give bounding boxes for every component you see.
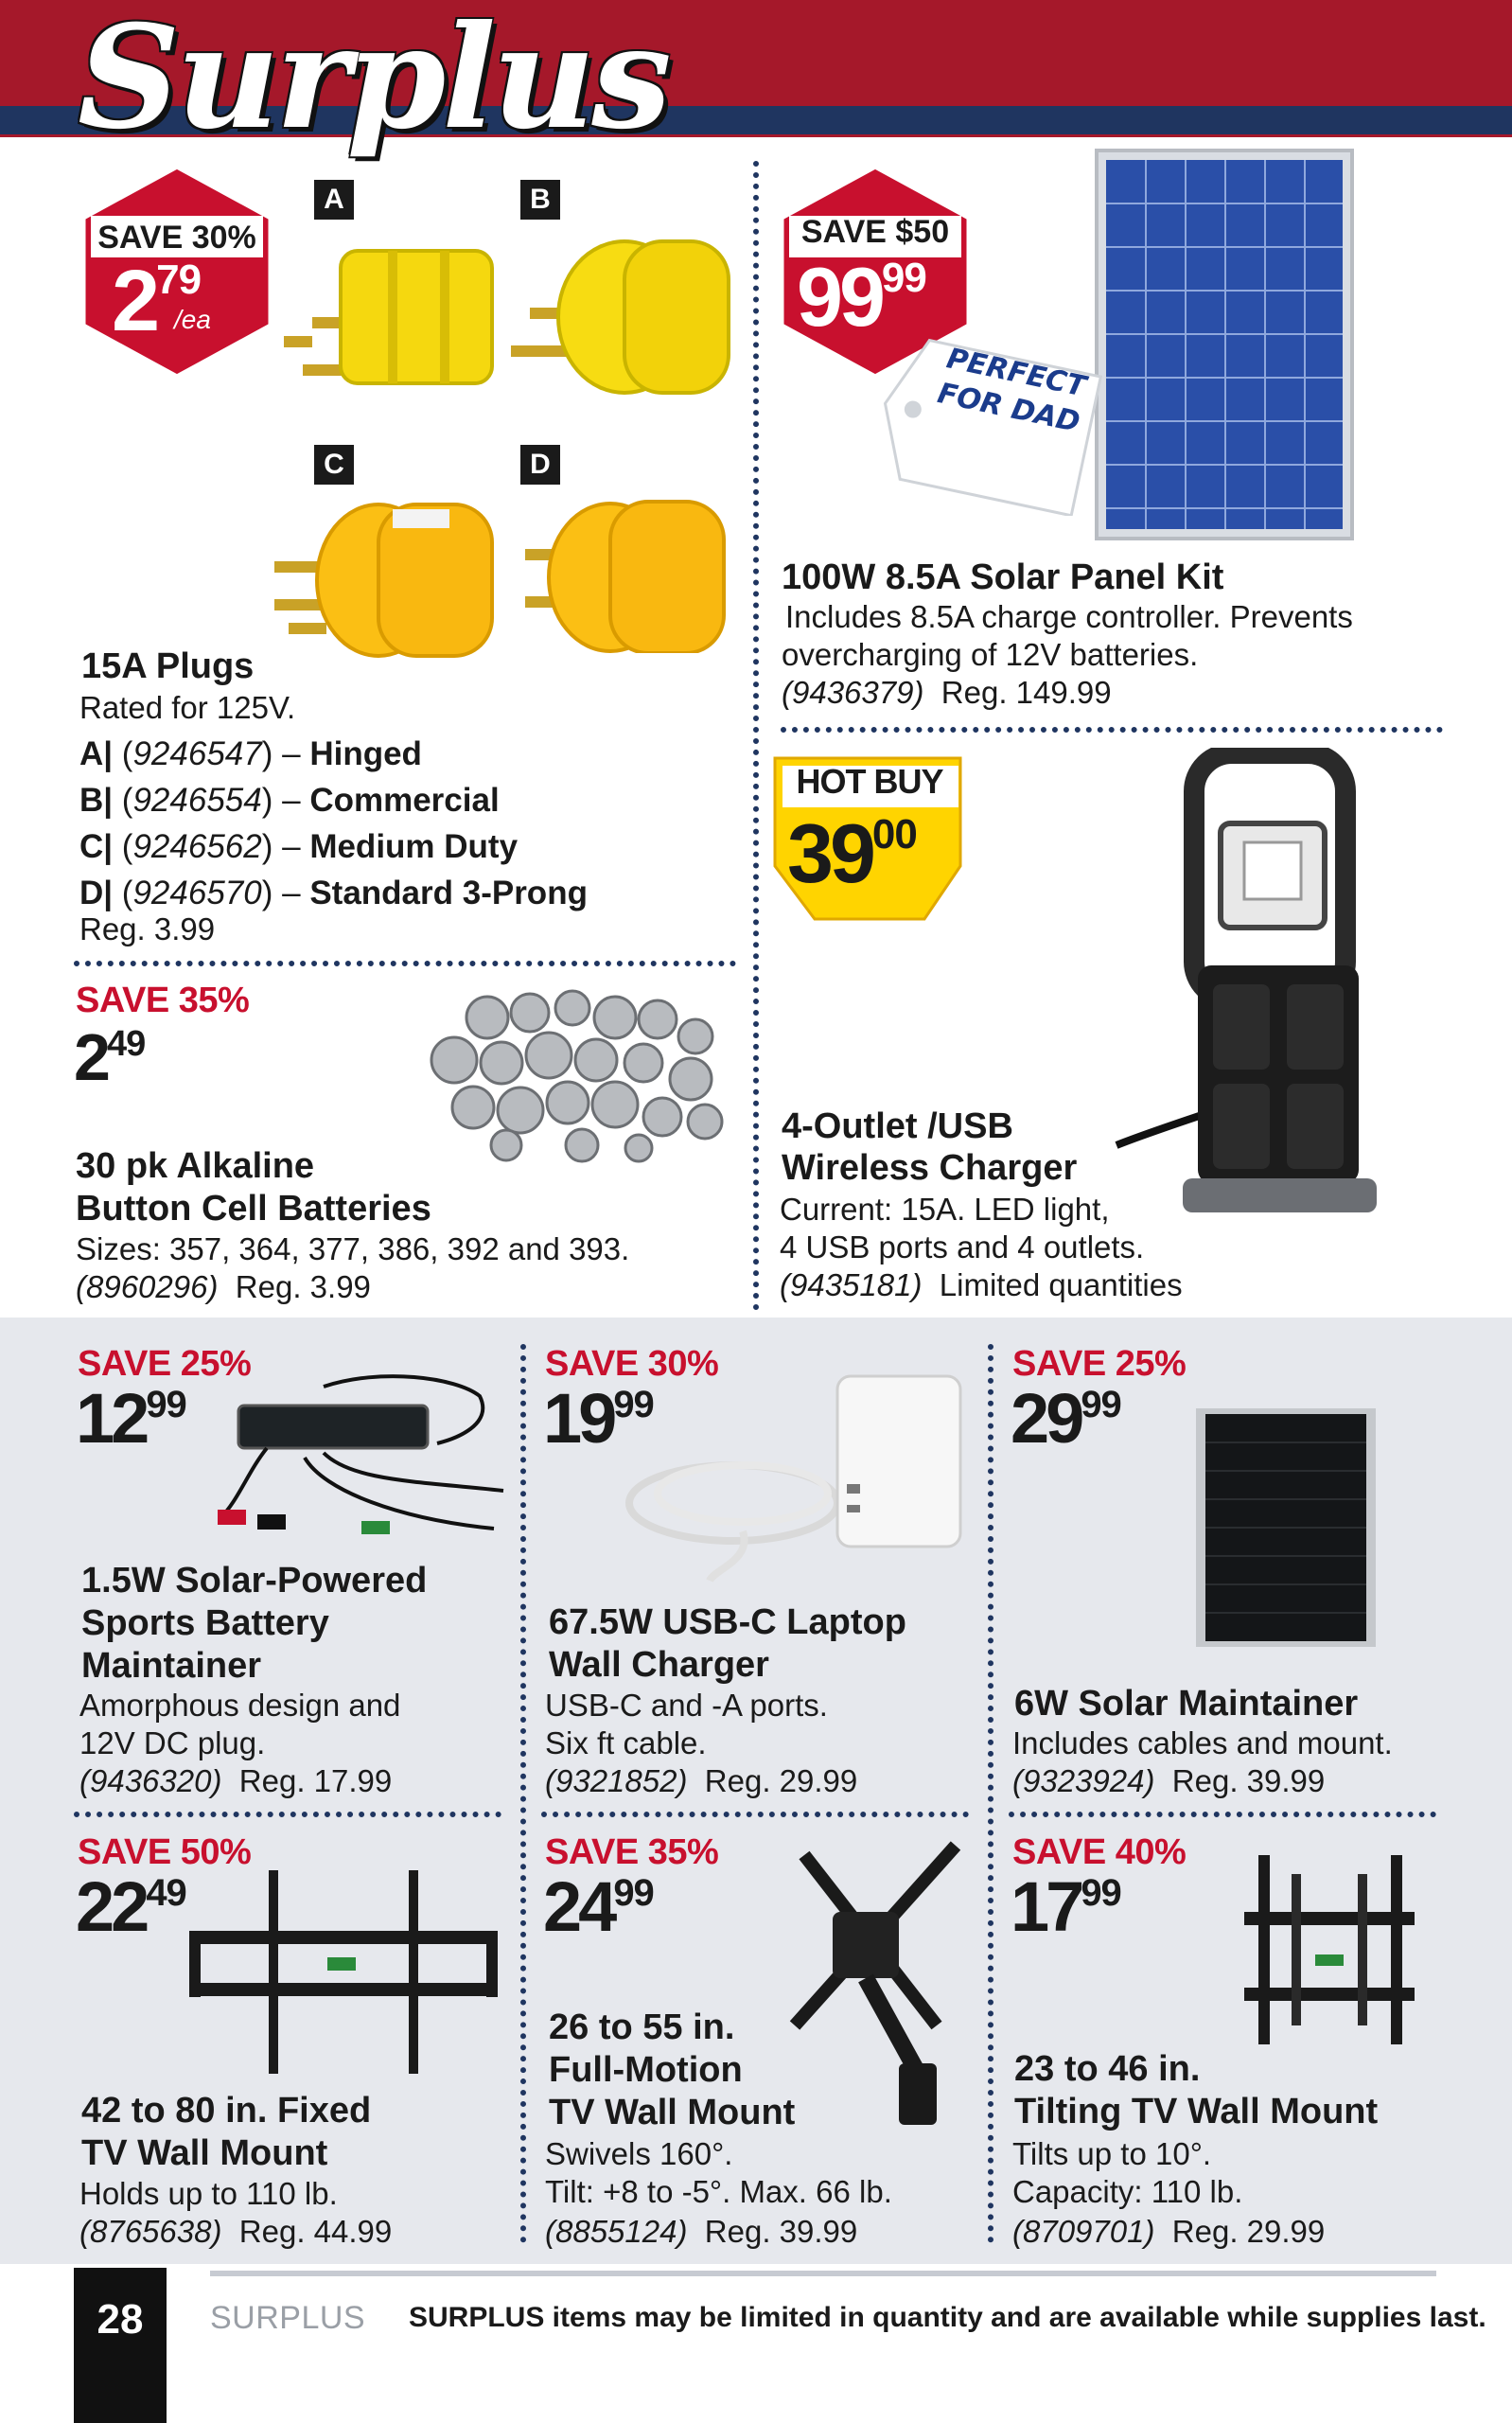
variant-c: C| (9246562) – Medium Duty <box>79 828 519 865</box>
grid-row-divider-2 <box>541 1812 969 1817</box>
solar-kit-desc-2: overcharging of 12V batteries. <box>782 637 1199 672</box>
sku: (9436379) <box>782 675 924 710</box>
grid-divider-1 <box>520 1344 526 2243</box>
brand-logo: Surplus <box>78 0 668 161</box>
hot-buy-label: HOT BUY <box>796 762 943 801</box>
grid-2-sku-line: (9321852) Reg. 29.99 <box>545 1763 858 1798</box>
price-dollars: 2 <box>74 1020 107 1094</box>
footer-note: SURPLUS items may be limited in quantity and are available while supplies last. <box>409 2302 1486 2333</box>
standard-plug-image <box>501 473 747 653</box>
grid-4-title: 42 to 80 in. Fixed TV Wall Mount <box>81 2091 372 2173</box>
grid-5-save: SAVE 35% <box>545 1832 719 1872</box>
grid-4-price: $22^{49}$ <box>76 1867 186 1946</box>
grid-1-save: SAVE 25% <box>78 1344 252 1384</box>
charger-sku-line <box>780 1266 1183 1304</box>
column-divider <box>753 161 759 1311</box>
tag-text: PERFECT FOR DAD <box>934 342 1089 440</box>
grid-5-price: $24^{99}$ <box>543 1867 654 1946</box>
solar-panel-image <box>1093 147 1358 544</box>
grid-3-save: SAVE 25% <box>1012 1344 1187 1384</box>
grid-2-save: SAVE 30% <box>545 1344 719 1384</box>
charger-title: 4-Outlet /USB Wireless Charger <box>782 1106 1078 1188</box>
hinged-plug-image <box>274 222 511 421</box>
battery-maintainer-image <box>210 1368 513 1548</box>
grid-1-desc: Amorphous design and 12V DC plug. <box>79 1688 401 1760</box>
plugs-reg-price: Reg. 3.99 <box>79 911 216 946</box>
medium-duty-plug-image <box>270 481 516 661</box>
variant-letter-d: D <box>520 445 560 485</box>
charger-desc-1: Current: 15A. LED light, <box>780 1192 1110 1227</box>
solar-kit-price <box>797 250 926 344</box>
grid-3-sku-line: (9323924) Reg. 39.99 <box>1012 1763 1326 1798</box>
solar-kit-save-label: SAVE $50 <box>800 214 950 250</box>
price-cents: 79 <box>156 256 202 303</box>
grid-6-sku-line: (8709701) Reg. 29.99 <box>1012 2214 1326 2249</box>
plugs-unit: /ea <box>174 305 211 334</box>
plugs-variant-list <box>79 731 588 916</box>
grid-5-desc: Swivels 160°. Tilt: +8 to -5°. Max. 66 lb. <box>545 2136 892 2209</box>
price-cents: 00 <box>871 811 917 858</box>
variant-letter-b: B <box>520 180 560 220</box>
batteries-title: 30 pk Alkaline Button Cell Batteries <box>76 1146 431 1229</box>
solar-maintainer-image <box>1192 1405 1381 1653</box>
grid-divider-2 <box>988 1344 993 2243</box>
grid-2-title: 67.5W USB-C Laptop Wall Charger <box>549 1602 906 1685</box>
grid-1-title: 1.5W Solar-Powered Sports Battery Maintainer <box>81 1561 428 1686</box>
price-dollars: 99 <box>797 250 882 344</box>
variant-a: A| (9246547) – Hinged <box>79 735 422 772</box>
batteries-sku-line <box>76 1268 371 1306</box>
full-motion-tv-mount-image <box>776 1836 965 2130</box>
grid-4-sku-line: (8765638) Reg. 44.99 <box>79 2214 393 2249</box>
grid-row-divider-3 <box>1009 1812 1436 1817</box>
usb-c-charger-image <box>620 1371 975 1583</box>
grid-6-save: SAVE 40% <box>1012 1832 1187 1872</box>
footer-rule <box>210 2271 1436 2276</box>
button-batteries-image <box>421 980 743 1164</box>
grid-2-price: $19^{99}$ <box>543 1379 654 1458</box>
grid-3-title: 6W Solar Maintainer <box>1014 1684 1359 1724</box>
reg-price: Reg. 149.99 <box>941 675 1112 710</box>
grid-6-desc: Tilts up to 10°. Capacity: 110 lb. <box>1012 2136 1243 2209</box>
price-dollars: 2 <box>112 253 157 349</box>
grid-6-title: 23 to 46 in. Tilting TV Wall Mount <box>1014 2049 1379 2131</box>
row-divider-right <box>781 727 1443 733</box>
grid-6-price: $17^{99}$ <box>1011 1867 1121 1946</box>
grid-row-divider-1 <box>74 1812 501 1817</box>
footer-section: SURPLUS <box>210 2300 366 2336</box>
grid-4-save: SAVE 50% <box>78 1832 252 1872</box>
grid-3-desc: Includes cables and mount. <box>1012 1725 1393 1760</box>
charger-price <box>787 806 917 900</box>
grid-5-title: 26 to 55 in. Full-Motion TV Wall Mount <box>549 2007 796 2132</box>
solar-kit-desc-1: Includes 8.5A charge controller. Prevents <box>785 599 1353 634</box>
grid-1-price: $12^{99}$ <box>76 1379 186 1458</box>
grid-3-price: $29^{99}$ <box>1011 1379 1121 1458</box>
row-divider-left <box>74 961 736 966</box>
variant-b: B| (9246554) – Commercial <box>79 782 500 819</box>
variant-d: D| (9246570) – Standard 3-Prong <box>79 875 588 911</box>
wireless-charger-image <box>1107 748 1410 1221</box>
price-dollars: 39 <box>787 806 872 900</box>
plugs-desc: Rated for 125V. <box>79 690 296 725</box>
tilting-tv-mount-image <box>1239 1836 1419 2049</box>
solar-kit-sku-line <box>782 674 1112 712</box>
limited-note: Limited quantities <box>939 1267 1183 1302</box>
variant-letter-a: A <box>314 180 354 220</box>
page-number: 28 <box>74 2268 167 2423</box>
commercial-plug-image <box>501 213 747 402</box>
batteries-price <box>74 1020 146 1094</box>
fixed-tv-mount-image <box>185 1865 502 2078</box>
plugs-title: 15A Plugs <box>81 646 255 686</box>
sku: (9435181) <box>780 1267 923 1302</box>
price-cents: 49 <box>106 1024 146 1064</box>
reg-price: Reg. 3.99 <box>235 1269 371 1304</box>
batteries-save-label: SAVE 35% <box>76 981 250 1020</box>
grid-5-sku-line: (8855124) Reg. 39.99 <box>545 2214 858 2249</box>
grid-4-desc: Holds up to 110 lb. <box>79 2176 338 2211</box>
sku: (8960296) <box>76 1269 219 1304</box>
grid-2-desc: USB-C and -A ports. Six ft cable. <box>545 1688 828 1760</box>
price-cents: 99 <box>881 255 926 301</box>
plugs-save-label: SAVE 30% <box>97 220 256 256</box>
grid-1-sku-line: (9436320) Reg. 17.99 <box>79 1763 393 1798</box>
batteries-desc: Sizes: 357, 364, 377, 386, 392 and 393. <box>76 1231 630 1266</box>
variant-letter-c: C <box>314 445 354 485</box>
charger-desc-2: 4 USB ports and 4 outlets. <box>780 1229 1145 1265</box>
solar-kit-title: 100W 8.5A Solar Panel Kit <box>782 557 1224 597</box>
